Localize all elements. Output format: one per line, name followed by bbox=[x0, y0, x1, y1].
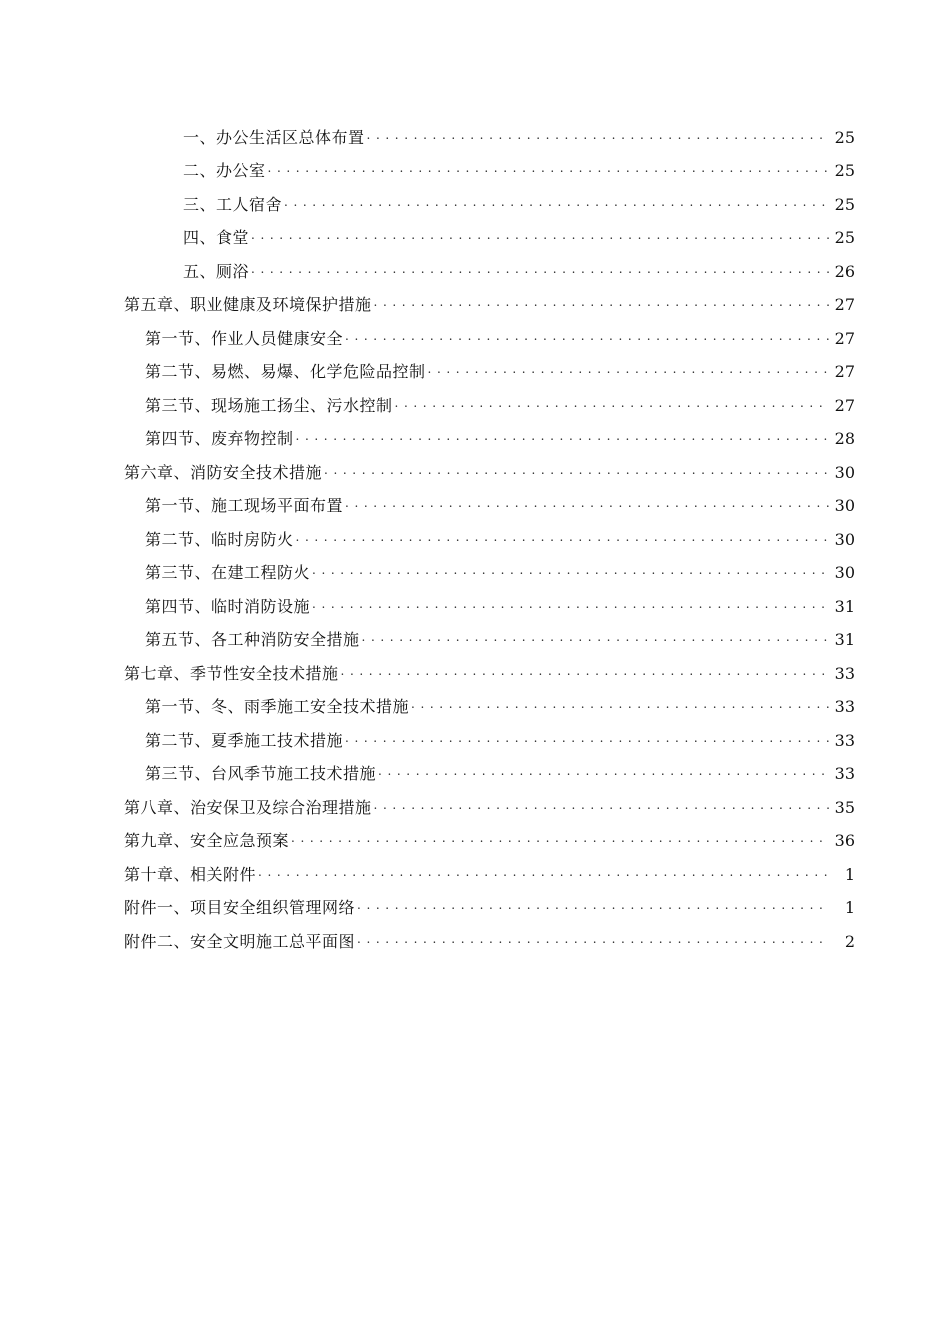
toc-entry-title: 二、办公室 bbox=[183, 161, 266, 181]
toc-entry-page: 25 bbox=[834, 161, 855, 181]
toc-dot-leader bbox=[324, 463, 829, 483]
toc-entry[interactable] bbox=[0, 155, 950, 189]
toc-entry-title: 三、工人宿舍 bbox=[183, 194, 283, 214]
toc-dot-leader bbox=[345, 496, 829, 516]
toc-entry-title: 第九章、安全应急预案 bbox=[124, 831, 290, 851]
toc-entry-page: 33 bbox=[834, 697, 855, 717]
toc-entry-title: 第四节、废弃物控制 bbox=[145, 429, 294, 449]
toc-dot-leader bbox=[411, 697, 829, 717]
toc-entry-page: 27 bbox=[834, 362, 855, 382]
toc-entry-page: 26 bbox=[834, 261, 855, 281]
table-of-contents bbox=[0, 121, 950, 959]
toc-section-entry[interactable] bbox=[0, 356, 950, 390]
toc-dot-leader bbox=[258, 865, 829, 885]
toc-entry-title: 第一节、冬、雨季施工安全技术措施 bbox=[145, 697, 410, 717]
toc-dot-leader bbox=[367, 128, 829, 148]
toc-entry[interactable] bbox=[0, 222, 950, 256]
toc-entry-title: 第三节、在建工程防火 bbox=[145, 563, 311, 583]
toc-entry-page: 1 bbox=[844, 898, 855, 918]
toc-entry[interactable] bbox=[0, 121, 950, 155]
toc-entry[interactable] bbox=[0, 255, 950, 289]
toc-dot-leader bbox=[378, 764, 829, 784]
toc-section-entry[interactable] bbox=[0, 423, 950, 457]
toc-entry-page: 25 bbox=[834, 194, 855, 214]
toc-entry-page: 35 bbox=[834, 797, 855, 817]
toc-dot-leader bbox=[341, 664, 829, 684]
toc-section-entry[interactable] bbox=[0, 758, 950, 792]
toc-chapter-entry[interactable] bbox=[0, 858, 950, 892]
toc-entry-title: 第四节、临时消防设施 bbox=[145, 596, 311, 616]
toc-section-entry[interactable] bbox=[0, 724, 950, 758]
toc-appendix-entry[interactable] bbox=[0, 925, 950, 959]
toc-entry-title: 第三节、台风季节施工技术措施 bbox=[145, 764, 377, 784]
toc-dot-leader bbox=[251, 262, 829, 282]
toc-dot-leader bbox=[428, 362, 829, 382]
toc-entry-page: 30 bbox=[834, 496, 855, 516]
toc-entry-page: 30 bbox=[834, 529, 855, 549]
toc-dot-leader bbox=[284, 195, 829, 215]
toc-entry-title: 第七章、季节性安全技术措施 bbox=[124, 663, 339, 683]
toc-entry-title: 第二节、临时房防火 bbox=[145, 529, 294, 549]
toc-entry-title: 第十章、相关附件 bbox=[124, 864, 257, 884]
toc-entry-page: 30 bbox=[834, 563, 855, 583]
toc-entry-page: 28 bbox=[834, 429, 855, 449]
toc-entry-title: 第八章、治安保卫及综合治理措施 bbox=[124, 797, 372, 817]
toc-entry-page: 30 bbox=[834, 462, 855, 482]
toc-entry-title: 第一节、施工现场平面布置 bbox=[145, 496, 344, 516]
toc-entry-page: 33 bbox=[834, 663, 855, 683]
toc-entry-page: 1 bbox=[844, 864, 855, 884]
toc-chapter-entry[interactable] bbox=[0, 791, 950, 825]
toc-dot-leader bbox=[395, 396, 829, 416]
toc-entry-title: 第三节、现场施工扬尘、污水控制 bbox=[145, 395, 393, 415]
toc-appendix-entry[interactable] bbox=[0, 892, 950, 926]
toc-entry-page: 33 bbox=[834, 764, 855, 784]
toc-entry-page: 31 bbox=[834, 596, 855, 616]
toc-dot-leader bbox=[345, 329, 829, 349]
toc-entry-title: 第二节、易燃、易爆、化学危险品控制 bbox=[145, 362, 426, 382]
toc-dot-leader bbox=[312, 597, 829, 617]
toc-chapter-entry[interactable] bbox=[0, 289, 950, 323]
toc-dot-leader bbox=[291, 831, 829, 851]
toc-dot-leader bbox=[357, 898, 829, 918]
toc-dot-leader bbox=[296, 429, 829, 449]
toc-entry-page: 33 bbox=[834, 730, 855, 750]
toc-entry-page: 25 bbox=[834, 228, 855, 248]
toc-entry-title: 第一节、作业人员健康安全 bbox=[145, 328, 344, 348]
toc-entry-title: 第五章、职业健康及环境保护措施 bbox=[124, 295, 372, 315]
toc-section-entry[interactable] bbox=[0, 523, 950, 557]
toc-dot-leader bbox=[357, 932, 829, 952]
toc-entry-page: 31 bbox=[834, 630, 855, 650]
toc-dot-leader bbox=[296, 530, 829, 550]
toc-section-entry[interactable] bbox=[0, 322, 950, 356]
toc-entry-page: 27 bbox=[834, 328, 855, 348]
toc-section-entry[interactable] bbox=[0, 389, 950, 423]
toc-section-entry[interactable] bbox=[0, 590, 950, 624]
toc-chapter-entry[interactable] bbox=[0, 657, 950, 691]
toc-entry-title: 一、办公生活区总体布置 bbox=[183, 127, 365, 147]
toc-entry-title: 五、厕浴 bbox=[183, 261, 250, 281]
toc-dot-leader bbox=[312, 563, 829, 583]
toc-dot-leader bbox=[251, 228, 829, 248]
toc-dot-leader bbox=[362, 630, 829, 650]
toc-dot-leader bbox=[345, 731, 829, 751]
toc-section-entry[interactable] bbox=[0, 557, 950, 591]
toc-dot-leader bbox=[374, 798, 829, 818]
toc-chapter-entry[interactable] bbox=[0, 825, 950, 859]
toc-entry-title: 四、食堂 bbox=[183, 228, 250, 248]
toc-entry-title: 第六章、消防安全技术措施 bbox=[124, 462, 323, 482]
toc-entry-page: 36 bbox=[834, 831, 855, 851]
toc-dot-leader bbox=[268, 161, 829, 181]
toc-section-entry[interactable] bbox=[0, 490, 950, 524]
toc-entry[interactable] bbox=[0, 188, 950, 222]
toc-section-entry[interactable] bbox=[0, 691, 950, 725]
toc-section-entry[interactable] bbox=[0, 624, 950, 658]
toc-dot-leader bbox=[374, 295, 829, 315]
toc-entry-title: 附件一、项目安全组织管理网络 bbox=[124, 898, 356, 918]
toc-entry-title: 第五节、各工种消防安全措施 bbox=[145, 630, 360, 650]
toc-entry-page: 2 bbox=[844, 931, 855, 951]
toc-entry-title: 附件二、安全文明施工总平面图 bbox=[124, 931, 356, 951]
toc-entry-page: 27 bbox=[834, 295, 855, 315]
toc-entry-page: 25 bbox=[834, 127, 855, 147]
toc-entry-page: 27 bbox=[834, 395, 855, 415]
toc-chapter-entry[interactable] bbox=[0, 456, 950, 490]
toc-entry-title: 第二节、夏季施工技术措施 bbox=[145, 730, 344, 750]
